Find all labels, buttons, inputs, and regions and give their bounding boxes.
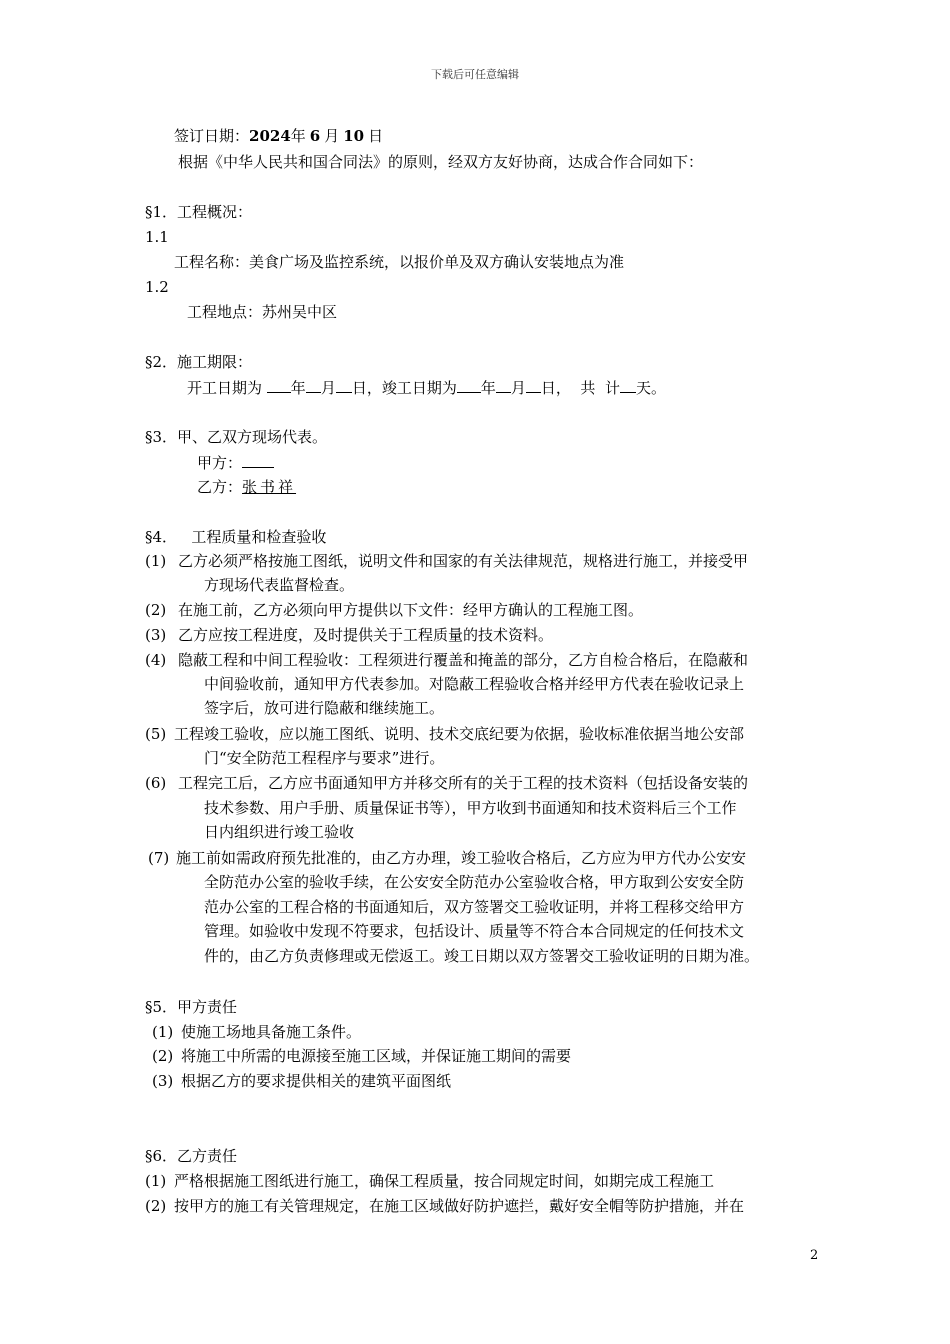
- intro-text: 根据《中华人民共和国合同法》的原则，经双方友好协商，达成合作合同如下：: [178, 153, 704, 171]
- section-5-title: §5．甲方责任: [145, 998, 238, 1016]
- end-date-label: 日，竣工日期为: [351, 379, 457, 397]
- s4-item-7-line-5: 件的，由乙方负责修理或无偿返工。竣工日期以双方签署交工验收证明的日期为准。: [204, 947, 760, 965]
- s4-item-1-line-2: 方现场代表监督检查。: [204, 576, 355, 594]
- s4-item-7-line-2: 全防范办公室的验收手续，在公安安全防范办公室验收合格，甲方取到公安安全防: [204, 873, 745, 891]
- section-2-title: §2．施工期限：: [145, 353, 253, 371]
- s4-item-7-line-4: 管理。如验收中发现不符要求，包括设计、质量等不符合本合同规定的任何技术文: [204, 922, 745, 940]
- s4-item-7-line-1: 施工前如需政府预先批准的，由乙方办理，竣工验收合格后，乙方应为甲方代办公安安: [176, 849, 747, 867]
- s4-item-6-line-3: 日内组织进行竣工验收: [204, 823, 355, 841]
- s4-item-2-line-1: 在施工前，乙方必须向甲方提供以下文件：经甲方确认的工程施工图。: [178, 601, 644, 619]
- s4-item-3-line-1: 乙方应按工程进度，及时提供关于工程质量的技术资料。: [178, 626, 554, 644]
- s4-item-4-line-2: 中间验收前，通知甲方代表参加。对隐蔽工程验收合格并经甲方代表在验收记录上: [204, 675, 745, 693]
- section-1-title: §1．工程概况：: [145, 203, 253, 221]
- s4-item-2-number: (2): [145, 601, 167, 619]
- days-unit: 天。: [635, 379, 666, 397]
- party-b-label: 乙方：: [197, 478, 243, 496]
- s4-item-6-number: (6): [145, 774, 167, 792]
- s4-item-4-line-1: 隐蔽工程和中间工程验收：工程须进行覆盖和掩盖的部分，乙方自检合格后，在隐蔽和: [178, 651, 749, 669]
- month-unit: 月: [510, 379, 526, 397]
- blank-start-year: [267, 377, 291, 393]
- s4-item-5-number: (5): [145, 725, 167, 743]
- s6-item-1-text: 严格根据施工图纸进行施工，确保工程质量，按合同规定时间，如期完成工程施工: [174, 1172, 715, 1190]
- sign-month: 6: [309, 127, 321, 145]
- sign-date-line: [174, 126, 383, 146]
- s4-item-7-line-3: 范办公室的工程合格的书面通知后，双方签署交工验收证明，并将工程移交给甲方: [204, 898, 745, 916]
- project-name: 工程名称：美食广场及监控系统，以报价单及双方确认安装地点为准: [174, 253, 625, 271]
- blank-end-day: [526, 377, 541, 393]
- s4-item-3-number: (3): [145, 626, 167, 644]
- s5-item-3-number: (3): [152, 1072, 174, 1090]
- section-4-title: §4． 工程质量和检查验收: [145, 528, 327, 546]
- year-unit: 年: [480, 379, 496, 397]
- day-unit: 日: [368, 127, 384, 145]
- blank-start-day: [336, 377, 352, 393]
- sign-date-label: 签订日期：: [174, 127, 250, 145]
- s5-item-2-text: 将施工中所需的电源接至施工区域，并保证施工期间的需要: [181, 1047, 572, 1065]
- month-unit: 月: [320, 379, 336, 397]
- s6-item-2-text: 按甲方的施工有关管理规定，在施工区域做好防护遮拦，戴好安全帽等防护措施，并在: [174, 1197, 745, 1215]
- sign-day: 10: [343, 127, 365, 145]
- section-3-title: §3．甲、乙双方现场代表。: [145, 428, 328, 446]
- s4-item-4-line-3: 签字后，放可进行隐蔽和继续施工。: [204, 699, 445, 717]
- party-a-blank: [242, 452, 274, 468]
- year-unit: 年: [290, 379, 306, 397]
- s6-item-2-number: (2): [145, 1197, 167, 1215]
- month-unit: 月: [324, 127, 340, 145]
- s4-item-5-line-2: 门“安全防范工程程序与要求”进行。: [204, 749, 445, 767]
- s4-item-4-number: (4): [145, 651, 167, 669]
- item-1-2-number: 1.2: [145, 278, 169, 296]
- blank-start-month: [306, 377, 321, 393]
- s4-item-1-line-1: 乙方必须严格按施工图纸，说明文件和国家的有关法律规范，规格进行施工，并接受甲: [178, 552, 749, 570]
- party-b-line: [197, 477, 296, 497]
- s4-item-6-line-2: 技术参数、用户手册、质量保证书等），甲方收到书面通知和技术资料后三个工作: [204, 799, 737, 817]
- party-a-label: 甲方：: [197, 454, 243, 472]
- blank-end-month: [496, 377, 511, 393]
- page-number: 2: [810, 1248, 819, 1263]
- year-unit: 年: [290, 127, 306, 145]
- blank-total-days: [620, 377, 636, 393]
- total-label: 日， 共 计: [540, 379, 620, 397]
- s4-item-6-line-1: 工程完工后，乙方应书面通知甲方并移交所有的关于工程的技术资料（包括设备安装的: [178, 774, 749, 792]
- party-a-line: [197, 452, 274, 473]
- item-1-1-number: 1.1: [145, 228, 169, 246]
- party-b-name: 张书祥: [242, 478, 297, 496]
- blank-end-year: [457, 377, 481, 393]
- sign-year: 2024: [249, 127, 291, 145]
- s4-item-7-number: (7): [148, 849, 170, 867]
- construction-period-line: [187, 377, 666, 398]
- s6-item-1-number: (1): [145, 1172, 167, 1190]
- s5-item-2-number: (2): [152, 1047, 174, 1065]
- start-date-label: 开工日期为: [187, 379, 263, 397]
- s4-item-1-number: (1): [145, 552, 167, 570]
- project-location: 工程地点：苏州吴中区: [187, 303, 338, 321]
- s4-item-5-line-1: 工程竣工验收，应以施工图纸、说明、技术交底纪要为依据，验收标准依据当地公安部: [174, 725, 745, 743]
- page-header: 下载后可任意编辑: [431, 68, 519, 81]
- s5-item-1-number: (1): [152, 1023, 174, 1041]
- s5-item-1-text: 使施工场地具备施工条件。: [181, 1023, 362, 1041]
- section-6-title: §6．乙方责任: [145, 1147, 238, 1165]
- s5-item-3-text: 根据乙方的要求提供相关的建筑平面图纸: [181, 1072, 452, 1090]
